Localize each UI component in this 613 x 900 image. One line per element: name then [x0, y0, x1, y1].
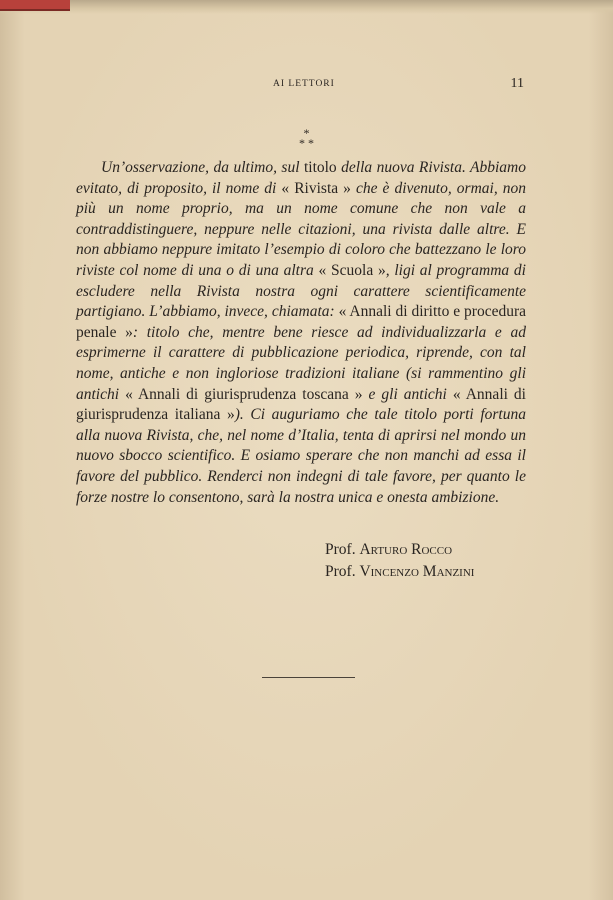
text-run: « Annali di diritto e procedura penale »: [76, 303, 526, 341]
text-run: « Scuola »: [318, 261, 386, 279]
signature-block: [325, 539, 474, 583]
text-run: Un’osservazione, da ultimo, sul: [101, 159, 304, 176]
running-head: [76, 77, 526, 93]
text-run: ). Ci auguriamo che tale titolo porti fortuna alla nuova Rivista, che, nel nome d’Italia, tenta di aprirsi nel mondo un nuovo sbocco scientifico. E osiamo sperare che non manchi ad essa il favore del pubblico. Renderci non indegni di tale favore, per quanto le forze nostre lo consentono, sarà la nostra unica e onesta ambizione.: [76, 406, 526, 506]
text-run: della nuova Rivista. Abbiamo evitato, di proposito, il nome di: [76, 159, 526, 197]
running-head-title: AI LETTORI: [273, 79, 335, 89]
signature-name: Vincenzo Manzini: [359, 563, 475, 580]
text-run: « Annali di giurisprudenza italiana »: [76, 385, 526, 424]
text-run: « Rivista »: [281, 179, 351, 197]
text-run: : titolo che, mentre bene riesce ad individualizzarla e ad esprimerne il carattere di pubblicazione periodica, riprende, con tal nome, antiche e non ingloriose tradizioni italiane (si rammentino gli antichi: [76, 323, 526, 403]
asterism: [0, 128, 613, 148]
page-top-edge: [0, 0, 613, 14]
signature-line: [325, 539, 474, 561]
asterism-top: *: [303, 126, 310, 140]
binding-mark: [0, 0, 70, 11]
closing-rule: [262, 677, 355, 678]
text-run: che è divenuto, ormai, non più un nome proprio, ma un nome comune che non vale a contraddistinguere, neppure nelle citazioni, una rivista dalle altre. E non abbiamo neppure imitato l’esempio di coloro che battezzano le loro riviste col nome di una o di una altra: [76, 179, 526, 279]
asterism-bottom: * *: [299, 136, 314, 150]
signature-line: [325, 561, 474, 583]
signature-prefix: Prof.: [325, 563, 356, 580]
page-number: 11: [510, 76, 524, 91]
paragraph: [76, 158, 526, 508]
text-run: , ligi al programma di escludere nella Rivista nostra ogni carattere scientificamente partigiano. L’abbiamo, invece, chiamata:: [76, 261, 526, 321]
text-run: « Annali di giurisprudenza toscana »: [125, 385, 363, 403]
body-text: [76, 158, 526, 508]
signature-name: Arturo Rocco: [359, 541, 453, 558]
text-run: e gli antichi: [362, 385, 453, 403]
text-run: titolo: [303, 159, 337, 176]
signature-prefix: Prof.: [325, 541, 356, 558]
